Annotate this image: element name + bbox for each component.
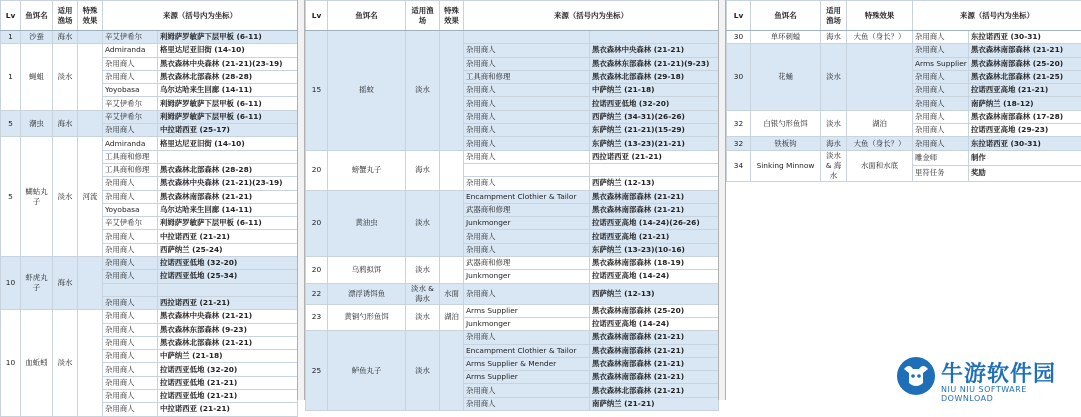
table-row bbox=[1, 44, 298, 57]
vendor-location: 拉诺西亚高地 (14-24) bbox=[590, 270, 719, 283]
vendor-location: 乌尔达哈来生回廊 (14-11) bbox=[158, 84, 298, 97]
bait-effect bbox=[78, 257, 103, 310]
vendor-name: 杂用商人 bbox=[103, 257, 158, 270]
bull-logo-icon bbox=[895, 355, 937, 397]
vendor-location: 东萨纳兰 (21-21)(15-29) bbox=[590, 124, 719, 137]
table-row bbox=[727, 44, 1081, 57]
bait-area: 海水 bbox=[53, 110, 78, 137]
vendor-location: 黑衣森林南部森林 (21-21) bbox=[590, 371, 719, 384]
bait-level: 34 bbox=[727, 150, 751, 181]
bait-area: 淡水 & 海水 bbox=[406, 283, 440, 304]
vendor-name: 杂用商人 bbox=[464, 110, 590, 123]
vendor-location: 黑衣森林南部森林 (21-21) bbox=[590, 203, 719, 216]
vendor-location: 黑衣森林北部森林 (29-18) bbox=[590, 70, 719, 83]
bait-area: 海水 bbox=[53, 257, 78, 310]
vendor-location: 西拉诺西亚 (21-21) bbox=[158, 296, 298, 309]
bait-effect bbox=[440, 331, 464, 411]
bait-effect: 水面 bbox=[440, 283, 464, 304]
table-row bbox=[1, 110, 298, 123]
header-bait: 鱼饵名 bbox=[751, 1, 821, 31]
vendor-location: 黑衣森林北部森林 (21-21) bbox=[158, 336, 298, 349]
vendor-name: Junkmonger bbox=[464, 217, 590, 230]
vendor-location: 拉诺西亚低地 (32-20) bbox=[590, 97, 719, 110]
bait-level: 20 bbox=[306, 150, 328, 190]
vendor-location: 黑衣森林东部森林 (9-23) bbox=[158, 323, 298, 336]
vendor-location: 东萨纳兰 (13-23)(21-21) bbox=[590, 137, 719, 150]
header-effect: 特殊效果 bbox=[78, 1, 103, 31]
bait-level: 15 bbox=[306, 31, 328, 151]
site-logo bbox=[895, 355, 1081, 400]
bait-effect: 大鱼（身长？） bbox=[847, 31, 913, 44]
vendor-location: 黑衣森林北部森林 (28-28) bbox=[158, 70, 298, 83]
vendor-location bbox=[158, 150, 298, 163]
bait-level: 20 bbox=[306, 257, 328, 284]
vendor-name: 杂用商人 bbox=[103, 376, 158, 389]
bait-effect bbox=[78, 110, 103, 137]
header-lv: Lv bbox=[727, 1, 751, 31]
table-row bbox=[1, 310, 298, 323]
vendor-location: 拉诺西亚高地 (29-23) bbox=[969, 124, 1081, 137]
vendor-name: Arms Supplier bbox=[464, 371, 590, 384]
bait-name: 单环刺螠 bbox=[751, 31, 821, 44]
bait-area: 淡水 bbox=[406, 304, 440, 331]
vendor-location: 拉诺西亚低地 (32-20) bbox=[158, 257, 298, 270]
bait-level: 1 bbox=[1, 31, 21, 44]
bait-area: 淡水 bbox=[406, 190, 440, 256]
bait-name: Sinking Minnow bbox=[751, 150, 821, 181]
vendor-name: 杂用商人 bbox=[464, 177, 590, 190]
vendor-name: Admiranda bbox=[103, 44, 158, 57]
vendor-location: 东萨纳兰 (13-23)(10-16) bbox=[590, 243, 719, 256]
bait-area: 淡水 bbox=[406, 257, 440, 284]
vendor-name: 杂用商人 bbox=[464, 331, 590, 344]
table-row bbox=[727, 150, 1081, 166]
vendor-name: Junkmonger bbox=[464, 270, 590, 283]
vendor-location: 南萨纳兰 (21-21) bbox=[590, 397, 719, 410]
vendor-name: 杂用商人 bbox=[103, 124, 158, 137]
table-row bbox=[1, 257, 298, 270]
bait-area: 海水 bbox=[821, 137, 847, 150]
vendor-name: 杂用商人 bbox=[103, 336, 158, 349]
table-row bbox=[727, 137, 1081, 150]
vendor-location: 中拉诺西亚 (21-21) bbox=[158, 403, 298, 416]
vendor-location: 中萨纳兰 (21-18) bbox=[158, 350, 298, 363]
bait-level: 25 bbox=[306, 331, 328, 411]
bait-effect: 水面和水底 bbox=[847, 150, 913, 181]
bait-name: 鲈鱼丸子 bbox=[328, 331, 406, 411]
vendor-location: 中拉诺西亚 (21-21) bbox=[158, 230, 298, 243]
vendor-name: Yoyobasa bbox=[103, 84, 158, 97]
vendor-name: 杂用商人 bbox=[103, 350, 158, 363]
bait-name: 铁板钩 bbox=[751, 137, 821, 150]
bait-name: 虾虎丸子 bbox=[21, 257, 53, 310]
vendor-name: 杂用商人 bbox=[464, 243, 590, 256]
vendor-name: Arms Supplier & Mender bbox=[464, 357, 590, 370]
table-row bbox=[727, 31, 1081, 44]
bait-effect bbox=[440, 31, 464, 151]
vendor-location bbox=[590, 163, 719, 176]
vendor-name: 杂用商人 bbox=[464, 137, 590, 150]
table-row bbox=[306, 31, 719, 44]
vendor-location: 利姆萨罗敏萨下层甲板 (6-11) bbox=[158, 217, 298, 230]
header-source: 来源（括号内为坐标） bbox=[464, 1, 719, 31]
table-row bbox=[306, 283, 719, 304]
bait-level: 32 bbox=[727, 137, 751, 150]
vendor-name: 杂用商人 bbox=[464, 230, 590, 243]
table-row bbox=[306, 150, 719, 163]
bait-effect bbox=[78, 310, 103, 416]
vendor-name: Yoyobasa bbox=[103, 203, 158, 216]
vendor-location: 拉诺西亚低地 (21-21) bbox=[158, 390, 298, 403]
logo-subtitle: NIU NIU SOFTWARE DOWNLOAD bbox=[941, 385, 1081, 403]
vendor-name bbox=[103, 283, 158, 296]
bait-name: 蝇蛆 bbox=[21, 44, 53, 110]
vendor-name: 杂用商人 bbox=[464, 384, 590, 397]
table-row bbox=[306, 190, 719, 203]
vendor-location: 黑衣森林北部森林 (21-25) bbox=[969, 70, 1081, 83]
vendor-name: 辛艾伊希尔 bbox=[103, 110, 158, 123]
bait-area: 海水 bbox=[53, 31, 78, 44]
vendor-location: 格里达尼亚旧街 (14-10) bbox=[158, 137, 298, 150]
vendor-name: 杂用商人 bbox=[464, 397, 590, 410]
vendor-location: 黑衣森林南部森林 (25-20) bbox=[969, 57, 1081, 70]
vendor-name: 辛艾伊希尔 bbox=[103, 97, 158, 110]
vendor-name: Encampment Clothier & Tailor bbox=[464, 190, 590, 203]
vendor-name: 杂用商人 bbox=[913, 137, 969, 150]
vendor-location: 西萨纳兰 (34-31)(26-26) bbox=[590, 110, 719, 123]
vendor-location: 黑衣森林南部森林 (25-20) bbox=[590, 304, 719, 317]
vendor-name: 杂用商人 bbox=[913, 124, 969, 137]
vendor-name: 杂用商人 bbox=[103, 177, 158, 190]
bait-effect bbox=[78, 44, 103, 110]
bait-name: 蝴蛄丸子 bbox=[21, 137, 53, 257]
bait-area: 淡水 bbox=[406, 31, 440, 151]
bait-name: 漂浮诱饵鱼 bbox=[328, 283, 406, 304]
vendor-name: Admiranda bbox=[103, 137, 158, 150]
vendor-location: 乌尔达哈来生回廊 (14-11) bbox=[158, 203, 298, 216]
vendor-location: 东拉诺西亚 (30-31) bbox=[969, 137, 1081, 150]
logo-title: 牛游软件园 bbox=[941, 357, 1056, 388]
bait-effect bbox=[440, 257, 464, 284]
vendor-location: 黑衣森林北部森林 (21-21) bbox=[590, 384, 719, 397]
bait-area: 淡水 bbox=[53, 44, 78, 110]
vendor-name: 杂用商人 bbox=[103, 323, 158, 336]
bait-name: 乌鸦拟饵 bbox=[328, 257, 406, 284]
vendor-location: 黑衣森林中央森林 (21-21)(23-19) bbox=[158, 57, 298, 70]
vendor-name: 武器商和修理 bbox=[464, 257, 590, 270]
vendor-location: 黑衣森林中央森林 (21-21) bbox=[590, 44, 719, 57]
vendor-location: 西萨纳兰 (25-24) bbox=[158, 243, 298, 256]
header-area: 适用渔场 bbox=[53, 1, 78, 31]
bait-area: 海水 bbox=[406, 150, 440, 190]
bait-level: 5 bbox=[1, 110, 21, 137]
vendor-location: 黑衣森林中央森林 (21-21) bbox=[158, 310, 298, 323]
table-row bbox=[1, 31, 298, 44]
vendor-name: 杂用商人 bbox=[103, 363, 158, 376]
bait-level: 23 bbox=[306, 304, 328, 331]
bait-table-left bbox=[0, 0, 298, 417]
bait-level: 30 bbox=[727, 31, 751, 44]
vendor-name: 杂用商人 bbox=[103, 270, 158, 283]
column-divider bbox=[297, 0, 305, 400]
bait-area: 淡水 bbox=[53, 310, 78, 416]
vendor-name: 杂用商人 bbox=[913, 70, 969, 83]
vendor-location: 黑衣森林东部森林 (21-21)(9-23) bbox=[590, 57, 719, 70]
bait-level: 32 bbox=[727, 110, 751, 137]
bait-level: 5 bbox=[1, 137, 21, 257]
vendor-name: 武器商和修理 bbox=[464, 203, 590, 216]
bait-area: 淡水 bbox=[53, 137, 78, 257]
vendor-location: 格里达尼亚旧街 (14-10) bbox=[158, 44, 298, 57]
bait-level: 10 bbox=[1, 257, 21, 310]
bait-level: 22 bbox=[306, 283, 328, 304]
vendor-location: 利姆萨罗敏萨下层甲板 (6-11) bbox=[158, 31, 298, 44]
vendor-name: 雕金师 bbox=[913, 150, 969, 166]
vendor-name: 杂用商人 bbox=[464, 124, 590, 137]
vendor-location bbox=[158, 283, 298, 296]
header-area: 适用渔场 bbox=[821, 1, 847, 31]
vendor-name: 杂用商人 bbox=[103, 296, 158, 309]
vendor-name: 杂用商人 bbox=[103, 310, 158, 323]
bait-name: 黄油虫 bbox=[328, 190, 406, 256]
table-row bbox=[306, 257, 719, 270]
vendor-location: 黑衣森林南部森林 (18-19) bbox=[590, 257, 719, 270]
vendor-location: 西拉诺西亚 (21-21) bbox=[590, 150, 719, 163]
bait-name: 黄铜勺形鱼饵 bbox=[328, 304, 406, 331]
vendor-name bbox=[464, 31, 590, 44]
bait-area: 淡水 bbox=[406, 331, 440, 411]
vendor-location: 黑衣森林南部森林 (21-21) bbox=[590, 331, 719, 344]
vendor-name: Arms Supplier bbox=[913, 57, 969, 70]
table-row bbox=[306, 304, 719, 317]
table-row bbox=[727, 110, 1081, 123]
bait-area: 海水 bbox=[821, 31, 847, 44]
vendor-name: 杂用商人 bbox=[464, 150, 590, 163]
vendor-name: 杂用商人 bbox=[913, 31, 969, 44]
vendor-name: 辛艾伊希尔 bbox=[103, 31, 158, 44]
vendor-name: 杂用商人 bbox=[464, 57, 590, 70]
vendor-location: 拉诺西亚低地 (25-34) bbox=[158, 270, 298, 283]
vendor-location: 西萨纳兰 (12-13) bbox=[590, 283, 719, 304]
bait-table-middle bbox=[305, 0, 719, 411]
vendor-name: 杂用商人 bbox=[103, 230, 158, 243]
vendor-name: 杂用商人 bbox=[464, 84, 590, 97]
header-source: 来源（括号内为坐标） bbox=[913, 1, 1081, 31]
bait-effect bbox=[78, 31, 103, 44]
vendor-location bbox=[590, 31, 719, 44]
bait-name: 螃蟹丸子 bbox=[328, 150, 406, 190]
vendor-name: 杂用商人 bbox=[103, 190, 158, 203]
bait-name: 花蛹 bbox=[751, 44, 821, 110]
vendor-name: 杂用商人 bbox=[913, 84, 969, 97]
header-area: 适用渔场 bbox=[406, 1, 440, 31]
vendor-name: 工具商和修理 bbox=[103, 150, 158, 163]
vendor-name: Encampment Clothier & Tailor bbox=[464, 344, 590, 357]
vendor-location: 黑衣森林南部森林 (17-28) bbox=[969, 110, 1081, 123]
bait-name: 血蚯蚓 bbox=[21, 310, 53, 416]
vendor-location: 东拉诺西亚 (30-31) bbox=[969, 31, 1081, 44]
vendor-location: 制作 bbox=[969, 150, 1081, 166]
vendor-name: 工具商和修理 bbox=[464, 70, 590, 83]
vendor-location: 拉诺西亚高地 (21-21) bbox=[969, 84, 1081, 97]
header-effect: 特殊效果 bbox=[847, 1, 913, 31]
vendor-location: 利姆萨罗敏萨下层甲板 (6-11) bbox=[158, 97, 298, 110]
vendor-name: 杂用商人 bbox=[103, 57, 158, 70]
vendor-name: 杂用商人 bbox=[913, 44, 969, 57]
vendor-name: Arms Supplier bbox=[464, 304, 590, 317]
bait-effect bbox=[440, 190, 464, 256]
vendor-location: 利姆萨罗敏萨下层甲板 (6-11) bbox=[158, 110, 298, 123]
vendor-name: 杂用商人 bbox=[103, 243, 158, 256]
vendor-location: 黑衣森林南部森林 (21-21) bbox=[590, 344, 719, 357]
vendor-location: 中拉诺西亚 (25-17) bbox=[158, 124, 298, 137]
bait-effect bbox=[847, 44, 913, 110]
vendor-location: 黑衣森林中央森林 (21-21)(23-19) bbox=[158, 177, 298, 190]
vendor-name: 杂用商人 bbox=[103, 403, 158, 416]
header-lv: Lv bbox=[1, 1, 21, 31]
bait-level: 10 bbox=[1, 310, 21, 416]
bait-level: 30 bbox=[727, 44, 751, 110]
vendor-location: 拉诺西亚低地 (21-21) bbox=[158, 376, 298, 389]
bait-effect: 湖泊 bbox=[440, 304, 464, 331]
bait-name: 潮虫 bbox=[21, 110, 53, 137]
vendor-location: 西萨纳兰 (12-13) bbox=[590, 177, 719, 190]
bait-effect: 河流 bbox=[78, 137, 103, 257]
table-row bbox=[306, 331, 719, 344]
vendor-location: 黑衣森林北部森林 (28-28) bbox=[158, 163, 298, 176]
vendor-name: 杂用商人 bbox=[913, 110, 969, 123]
vendor-name: 工具商和修理 bbox=[103, 163, 158, 176]
vendor-name: 里符任务 bbox=[913, 166, 969, 182]
bait-effect: 湖泊 bbox=[847, 110, 913, 137]
header-effect: 特殊效果 bbox=[440, 1, 464, 31]
table-row bbox=[1, 137, 298, 150]
vendor-location: 黑衣森林南部森林 (21-21) bbox=[969, 44, 1081, 57]
vendor-location: 拉诺西亚高地 (21-21) bbox=[590, 230, 719, 243]
vendor-location: 中萨纳兰 (21-18) bbox=[590, 84, 719, 97]
bait-name: 白银勺形鱼饵 bbox=[751, 110, 821, 137]
vendor-location: 拉诺西亚高地 (14-24) bbox=[590, 317, 719, 330]
vendor-name: 杂用商人 bbox=[103, 70, 158, 83]
vendor-name bbox=[464, 163, 590, 176]
vendor-location: 拉诺西亚高地 (14-24)(26-26) bbox=[590, 217, 719, 230]
bait-effect: 大鱼（身长？） bbox=[847, 137, 913, 150]
vendor-name: 杂用商人 bbox=[464, 97, 590, 110]
vendor-location: 黑衣森林南部森林 (21-21) bbox=[590, 190, 719, 203]
vendor-name: 杂用商人 bbox=[464, 44, 590, 57]
bait-area: 淡水 bbox=[821, 110, 847, 137]
vendor-location: 黑衣森林南部森林 (21-21) bbox=[590, 357, 719, 370]
vendor-location: 奖励 bbox=[969, 166, 1081, 182]
vendor-location: 黑衣森林南部森林 (21-21) bbox=[158, 190, 298, 203]
header-source: 来源（括号内为坐标） bbox=[103, 1, 298, 31]
vendor-location: 南萨纳兰 (18-12) bbox=[969, 97, 1081, 110]
bait-name: 沙蚕 bbox=[21, 31, 53, 44]
vendor-name: Junkmonger bbox=[464, 317, 590, 330]
bait-area: 淡水 & 海水 bbox=[821, 150, 847, 181]
bait-area: 淡水 bbox=[821, 44, 847, 110]
header-bait: 鱼饵名 bbox=[328, 1, 406, 31]
header-lv: Lv bbox=[306, 1, 328, 31]
vendor-location: 拉诺西亚低地 (32-20) bbox=[158, 363, 298, 376]
column-divider bbox=[718, 0, 726, 400]
bait-effect bbox=[440, 150, 464, 190]
bait-level: 20 bbox=[306, 190, 328, 256]
bait-name: 摇蚊 bbox=[328, 31, 406, 151]
vendor-name: 辛艾伊希尔 bbox=[103, 217, 158, 230]
bait-table-right bbox=[726, 0, 1081, 182]
header-bait: 鱼饵名 bbox=[21, 1, 53, 31]
vendor-name: 杂用商人 bbox=[464, 283, 590, 304]
vendor-name: 杂用商人 bbox=[103, 390, 158, 403]
vendor-name: 杂用商人 bbox=[913, 97, 969, 110]
bait-level: 1 bbox=[1, 44, 21, 110]
